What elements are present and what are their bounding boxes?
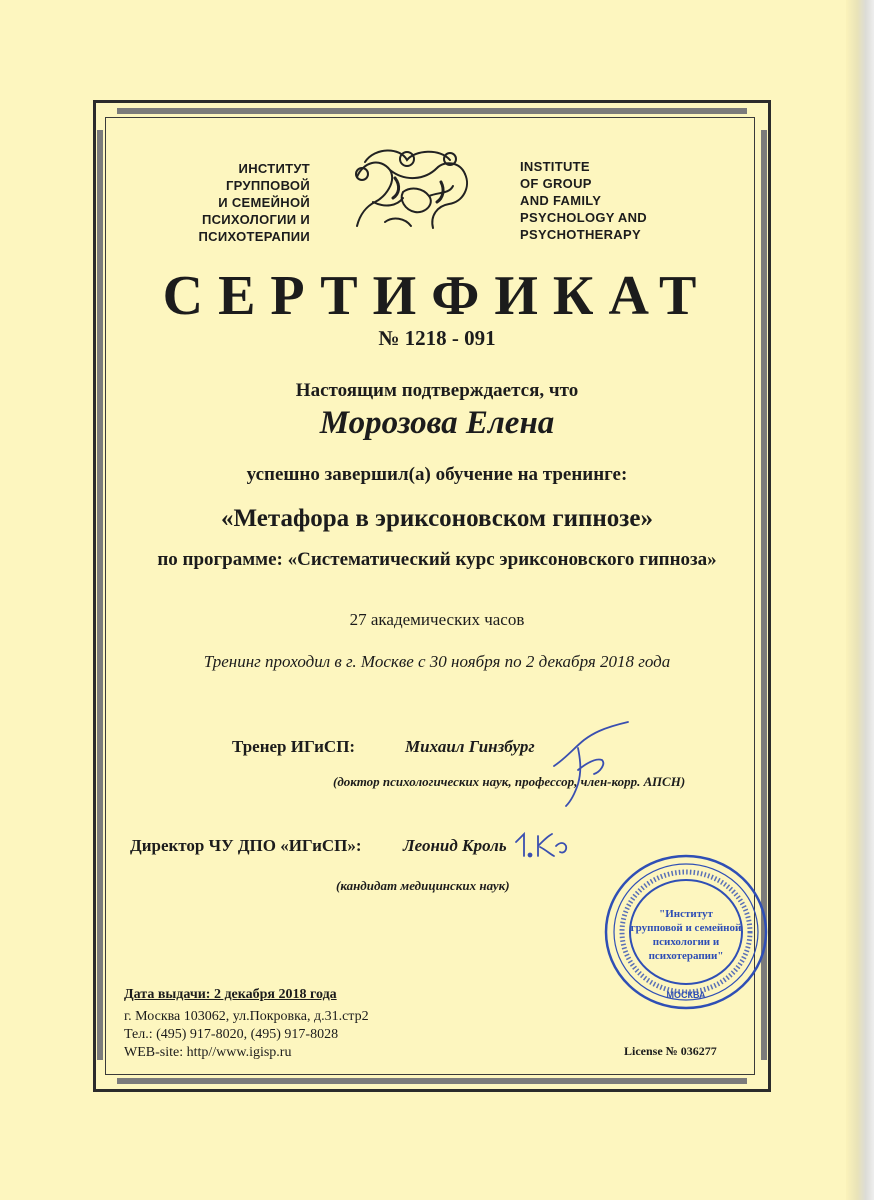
academic-hours: 27 академических часов	[349, 610, 525, 629]
institute-en-line: OF GROUP	[520, 176, 592, 191]
stamp-line: групповой и семейной	[630, 922, 742, 934]
trainer-signature	[540, 718, 635, 808]
institute-en-line: INSTITUTE	[520, 159, 590, 174]
institute-en-line: PSYCHOLOGY AND	[520, 210, 647, 225]
director-name: Леонид Кроль	[403, 836, 507, 855]
institute-en-line: PSYCHOTHERAPY	[520, 227, 641, 242]
stamp-line: психотерапии"	[648, 950, 724, 962]
frame-bar-left	[97, 130, 103, 1060]
certificate-title: СЕРТИФИКАТ	[162, 265, 712, 327]
trainer-name: Михаил Гинзбург	[405, 737, 535, 756]
director-credentials: (кандидат медицинских наук)	[336, 878, 510, 893]
director-label: Директор ЧУ ДПО «ИГиСП»:	[130, 836, 362, 855]
trainer-credentials: (доктор психологических наук, профессор, член-корр. АПСН)	[333, 774, 686, 789]
trainer-label: Тренер ИГиСП:	[232, 737, 356, 756]
stamp-city: МОСКВА	[666, 990, 706, 1000]
institute-stamp	[600, 848, 772, 1016]
address-line: г. Москва 103062, ул.Покровка, д.31.стр2	[124, 1009, 369, 1024]
page-edge-shadow	[846, 0, 874, 1200]
training-dates: Тренинг проходил в г. Москве с 30 ноября по 2 декабря 2018 года	[203, 652, 671, 671]
frame-bar-top	[117, 108, 747, 114]
frame-bar-bottom	[117, 1078, 747, 1084]
institute-name-ru	[160, 160, 310, 245]
program-title: по программе: «Систематический курс эриксоновского гипноза»	[157, 549, 717, 570]
confirm-text: Настоящим подтверждается, что	[295, 380, 579, 401]
stamp-line: "Институт	[659, 908, 713, 920]
institute-ru-line: ПСИХОТЕРАПИИ	[198, 229, 310, 244]
issue-date: Дата выдачи: 2 декабря 2018 года	[124, 987, 337, 1002]
recipient-name: Морозова Елена	[319, 405, 555, 441]
stamp-line: психологии и	[652, 936, 720, 948]
institute-en-line: AND FAMILY	[520, 193, 602, 208]
institute-logo-icon	[345, 142, 480, 234]
address-line: Тел.: (495) 917-8020, (495) 917-8028	[124, 1027, 339, 1042]
institute-address	[124, 1008, 369, 1062]
address-line: WEB-site: http//www.igisp.ru	[124, 1045, 292, 1060]
completed-text: успешно завершил(а) обучение на тренинге:	[246, 464, 628, 485]
training-title: «Метафора в эриксоновском гипнозе»	[221, 505, 653, 532]
institute-ru-line: ПСИХОЛОГИИ И	[201, 212, 310, 227]
institute-ru-line: ГРУППОВОЙ	[226, 178, 310, 193]
director-signature	[512, 830, 572, 860]
institute-ru-line: И СЕМЕЙНОЙ	[218, 195, 310, 210]
license-number: License № 036277	[624, 1044, 717, 1058]
certificate-number: № 1218 - 091	[378, 326, 496, 350]
institute-name-en	[520, 158, 690, 243]
institute-ru-line: ИНСТИТУТ	[238, 161, 310, 176]
